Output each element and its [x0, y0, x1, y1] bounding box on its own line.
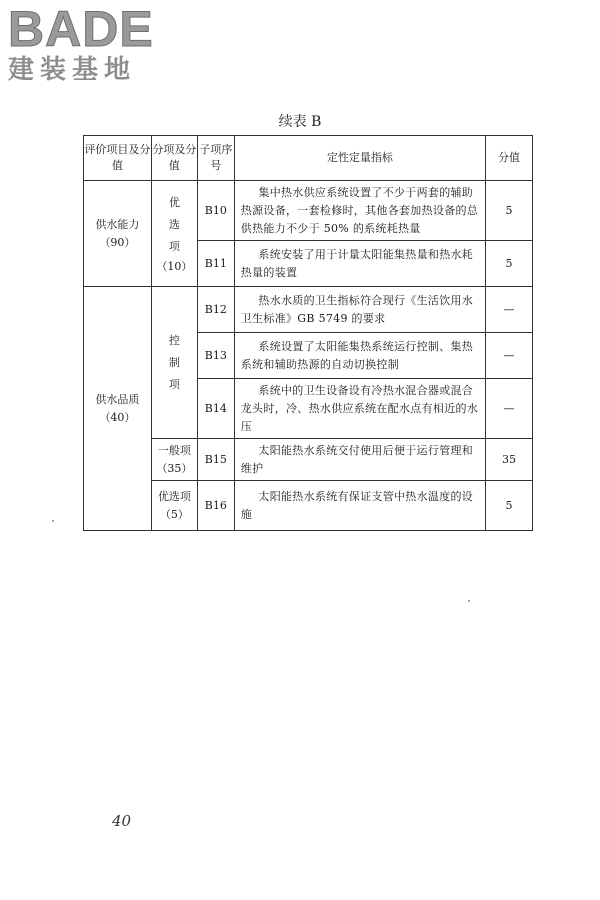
row-score: 35 — [486, 439, 533, 481]
row-indicator: 系统设置了太阳能集热系统运行控制、集热系统和辅助热源的自动切换控制 — [234, 333, 485, 379]
sub-quality-control — [151, 287, 197, 439]
header-item: 评价项目及分值 — [84, 136, 152, 181]
logo-latin-text: BADE — [8, 1, 154, 57]
bade-logo — [8, 1, 178, 86]
sub-quality-optional-value: （5） — [159, 507, 189, 521]
header-code: 子项序号 — [197, 136, 234, 181]
table-row — [84, 481, 533, 531]
row-score: 5 — [486, 241, 533, 287]
row-code: B11 — [197, 241, 234, 287]
sub-supply-optional — [151, 181, 197, 287]
row-code: B12 — [197, 287, 234, 333]
table-title: 续表 B — [278, 114, 322, 130]
row-indicator: 太阳能热水系统交付使用后便于运行管理和维护 — [234, 439, 485, 481]
row-score: 5 — [486, 481, 533, 531]
group-supply-capacity-name: 供水能力 — [95, 217, 140, 231]
row-score: — — [486, 333, 533, 379]
sub-quality-control-name: 控制项 — [168, 333, 180, 391]
logo-cjk-text: 建装基地 — [8, 55, 137, 85]
group-water-quality-value: （40） — [99, 410, 136, 424]
header-score: 分值 — [486, 136, 533, 181]
header-indicator: 定性定量指标 — [234, 136, 485, 181]
group-supply-capacity-value: （90） — [99, 235, 136, 249]
table-row — [84, 439, 533, 481]
row-code: B16 — [197, 481, 234, 531]
row-indicator: 热水水质的卫生指标符合现行《生活饮用水卫生标准》GB 5749 的要求 — [234, 287, 485, 333]
row-score: — — [486, 379, 533, 439]
row-code: B10 — [197, 181, 234, 241]
scan-speck — [52, 520, 54, 522]
sub-quality-general — [151, 439, 197, 481]
row-code: B15 — [197, 439, 234, 481]
evaluation-table — [83, 135, 533, 531]
group-water-quality — [84, 287, 152, 531]
sub-supply-optional-value: （10） — [156, 259, 193, 273]
row-indicator: 系统安装了用于计量太阳能集热量和热水耗热量的装置 — [234, 241, 485, 287]
sub-quality-general-value: （35） — [156, 461, 193, 475]
group-water-quality-name: 供水品质 — [95, 392, 140, 406]
table-row — [84, 287, 533, 333]
row-indicator: 太阳能热水系统有保证支管中热水温度的设施 — [234, 481, 485, 531]
sub-quality-optional-name: 优选项 — [157, 489, 191, 503]
row-indicator: 集中热水供应系统设置了不少于两套的辅助热源设备，一套检修时，其他各套加热设备的总供热能力不少于 50% 的系统耗热量 — [234, 181, 485, 241]
row-score: 5 — [486, 181, 533, 241]
sub-supply-optional-name: 优选项 — [168, 195, 180, 253]
page-number: 40 — [112, 812, 132, 830]
row-code: B13 — [197, 333, 234, 379]
row-code: B14 — [197, 379, 234, 439]
table-header-row — [84, 136, 533, 181]
sub-quality-general-name: 一般项 — [157, 443, 191, 457]
row-indicator: 系统中的卫生设备设有冷热水混合器或混合龙头时，冷、热水供应系统在配水点有相近的水压 — [234, 379, 485, 439]
group-supply-capacity — [84, 181, 152, 287]
table-row — [84, 181, 533, 241]
header-sub: 分项及分值 — [151, 136, 197, 181]
scan-speck — [468, 600, 470, 602]
row-score: — — [486, 287, 533, 333]
sub-quality-optional — [151, 481, 197, 531]
